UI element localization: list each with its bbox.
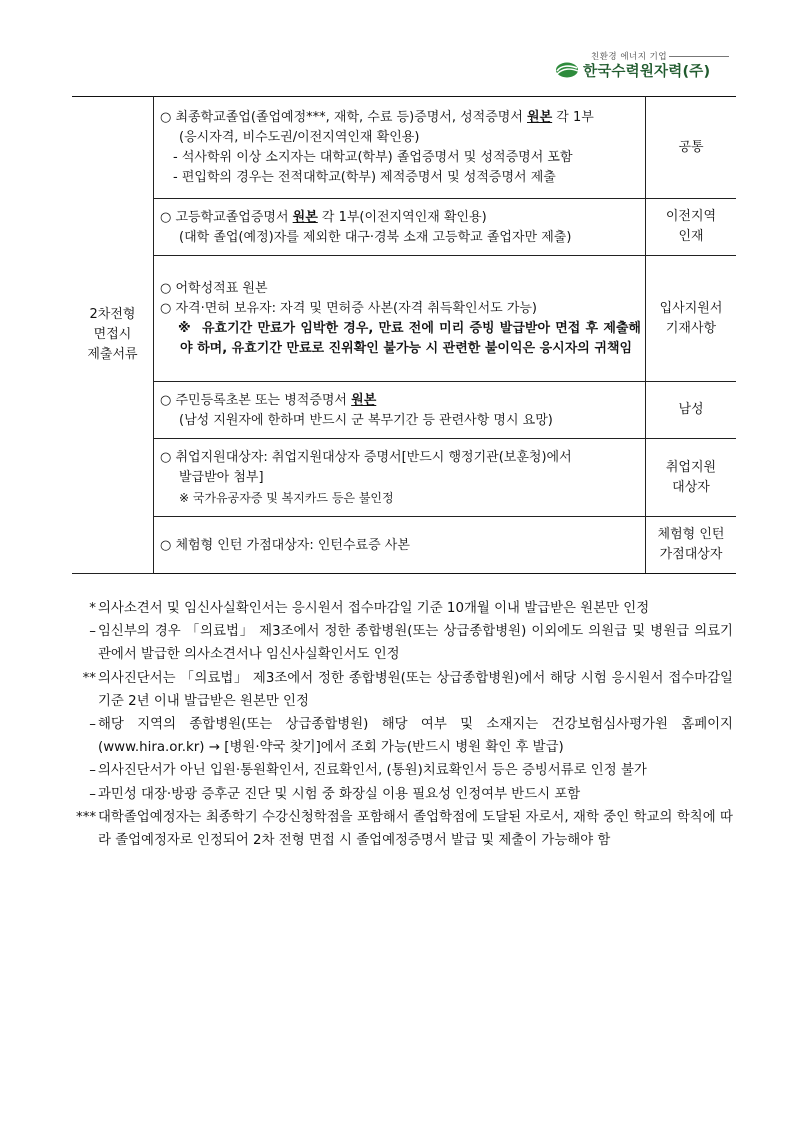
footnote-mark: *** — [76, 809, 97, 825]
table-row — [72, 382, 736, 439]
document-line: 발급받아 첨부] — [179, 470, 264, 485]
company-logo-icon — [555, 62, 579, 78]
footnote-item: – 의사진단서가 아닌 입원·통원확인서, 진료확인서, (통원)치료확인서 등은 증빙서류로 인정 불가 — [76, 759, 733, 782]
table-row — [72, 256, 736, 382]
document-cell — [154, 256, 646, 382]
document-line: ○ 체험형 인턴 가점대상자: 인턴수료증 사본 — [160, 537, 410, 553]
table-row — [72, 199, 736, 256]
footnote-item: – 임신부의 경우 「의료법」 제3조에서 정한 종합병원(또는 상급종합병원) 이외에도 의원급 및 병원급 의료기관에서 발급한 의사소견서나 임신사실확인서도 인정 — [76, 620, 733, 666]
footnote-mark: ** — [82, 670, 96, 686]
document-cell — [154, 199, 646, 256]
document-line: (남성 지원자에 한하며 반드시 군 복무기간 등 관련사항 명시 요망) — [179, 412, 553, 428]
target-cell: 취업지원 대상자 — [646, 439, 737, 517]
document-cell — [154, 97, 646, 199]
tagline-rule — [669, 56, 729, 57]
company-logo — [553, 48, 738, 82]
footnote-item: ** 의사진단서는 「의료법」 제3조에서 정한 종합병원(또는 상급종합병원)에서 해당 시험 응시원서 접수마감일 기준 2년 이내 발급받은 원본만 인정 — [76, 667, 733, 713]
footnote-mark: – — [89, 624, 96, 640]
document-cell — [154, 517, 646, 574]
company-name: 한국수력원자력(주) — [583, 64, 711, 80]
reference-mark: ※ — [178, 321, 191, 336]
required-documents-table — [72, 96, 736, 574]
document-line: ○ 자격·면허 보유자: 자격 및 면허증 사본(자격 취득확인서도 가능) — [160, 301, 538, 316]
target-cell: 공통 — [646, 97, 737, 199]
document-line: ○ 어학성적표 원본 — [160, 281, 268, 296]
footnote-mark: * — [89, 601, 96, 616]
footnote-mark: – — [89, 786, 96, 802]
document-line: ○ 고등학교졸업증명서 원본 각 1부(이전지역인재 확인용) — [160, 209, 487, 225]
company-tagline: 친환경 에너지 기업 — [591, 52, 668, 62]
target-cell: 이전지역 인재 — [646, 199, 737, 256]
table-row — [72, 439, 736, 517]
target-cell: 체험형 인턴 가점대상자 — [646, 517, 737, 574]
table-row — [72, 97, 736, 199]
footnote-mark: – — [89, 717, 96, 733]
table-row — [72, 517, 736, 574]
footnotes — [76, 597, 733, 852]
document-sub-item: - 편입학의 경우는 전적대학교(학부) 제적증명서 및 성적증명서 제출 — [173, 170, 556, 185]
target-cell: 입사지원서 기재사항 — [646, 256, 737, 382]
footnote-item: – 과민성 대장·방광 증후군 진단 및 시험 중 화장실 이용 필요성 인정여부 반드시 포함 — [76, 783, 733, 806]
category-line: 제출서류 — [87, 347, 138, 362]
document-line: ○ 취업지원대상자: 취업지원대상자 증명서[반드시 행정기관(보훈청)에서 — [160, 450, 572, 465]
footnote-mark: – — [89, 763, 96, 779]
document-line: ○ 최종학교졸업(졸업예정***, 재학, 수료 등)증명서, 성적증명서 원본 각 1부 — [160, 110, 594, 125]
target-cell: 남성 — [646, 382, 737, 439]
category-line: 면접시 — [93, 327, 132, 342]
original-emphasis: 원본 — [292, 209, 318, 225]
document-line: (대학 졸업(예정)자를 제외한 대구·경북 소재 고등학교 졸업자만 제출) — [179, 229, 572, 245]
original-emphasis: 원본 — [351, 392, 377, 408]
document-sub-item: ※ 국가유공자증 및 복지카드 등은 불인정 — [179, 491, 394, 505]
footnote-item: *** 대학졸업예정자는 최종학기 수강신청학점을 포함해서 졸업학점에 도달된 자로서, 재학 중인 학교의 학칙에 따라 졸업예정자로 인정되어 2차 전형 면접 시 졸업예정증명서 발급 및 제출이 가능해야 함 — [76, 806, 733, 852]
document-sub-item: - 석사학위 이상 소지자는 대학교(학부) 졸업증명서 및 성적증명서 포함 — [173, 150, 573, 165]
category-line: 2차전형 — [89, 307, 136, 322]
category-cell — [72, 97, 154, 574]
footnote-item: * 의사소견서 및 임신사실확인서는 응시원서 접수마감일 기준 10개월 이내 발급받은 원본만 인정 — [76, 597, 733, 620]
document-line: (응시자격, 비수도권/이전지역인재 확인용) — [179, 130, 420, 145]
footnote-item: – 해당 지역의 종합병원(또는 상급종합병원) 해당 여부 및 소재지는 건강보험심사평가원 홈페이지(www.hira.or.kr) → [병원·약국 찾기]에서 조회 가능(반드시 병원 확인 후 발급) — [76, 713, 733, 759]
original-emphasis: 원본 — [527, 110, 553, 125]
document-cell — [154, 382, 646, 439]
document-line: ○ 주민등록초본 또는 병적증명서 원본 — [160, 392, 377, 408]
document-cell — [154, 439, 646, 517]
warning-note: ※ 유효기간 만료가 임박한 경우, 만료 전에 미리 증빙 발급받아 면접 후 제출해야 하며, 유효기간 만료로 진위확인 불가능 시 관련한 불이익은 응시자의 귀책임 — [178, 321, 641, 356]
